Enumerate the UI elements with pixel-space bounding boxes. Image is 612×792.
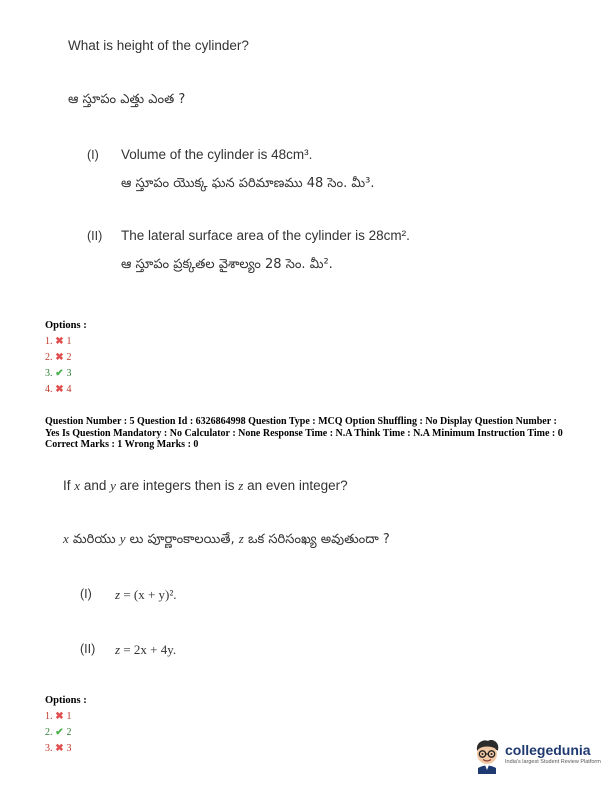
- q5-question-te: [63, 531, 390, 550]
- q4-statement-1-label: (I): [87, 148, 99, 162]
- q4-options-heading: Options :: [45, 320, 87, 331]
- option-number: 3.: [45, 743, 53, 754]
- q5-metadata: [45, 416, 565, 451]
- var-z: z: [238, 478, 244, 493]
- wrong-icon: ✖: [55, 743, 64, 754]
- q5-statement-1-label: (I): [80, 587, 92, 601]
- wrong-icon: ✖: [55, 336, 64, 347]
- q5-marks: Correct Marks : 1 Wrong Marks : 0: [45, 439, 199, 450]
- wrong-icon: ✖: [55, 352, 64, 363]
- q5-question-en: [63, 478, 348, 494]
- option-value: 3: [66, 368, 72, 379]
- q4-question-en: What is height of the cylinder?: [68, 38, 249, 53]
- q4-question-te: ఆ స్తూపం ఎత్తు ఎంత ?: [68, 92, 186, 107]
- q5-options-heading: Options :: [45, 695, 87, 706]
- q5-text-if: If: [63, 478, 71, 493]
- checkmark-icon: ✔: [55, 727, 64, 738]
- wrong-icon: ✖: [55, 384, 64, 395]
- option-number: 1.: [45, 711, 53, 722]
- q4-option-3[interactable]: [45, 368, 72, 379]
- option-number: 2.: [45, 352, 53, 363]
- checkmark-icon: ✔: [55, 368, 64, 379]
- q5-text-suffix: an even integer?: [247, 478, 348, 493]
- q4-statement-2-te: ఆ స్తూపం ప్రక్కతల వైశాల్యం 28 సెం. మీ².: [121, 257, 333, 272]
- formula-rhs: = (x + y)².: [123, 587, 177, 602]
- option-value: 3: [66, 743, 72, 754]
- wrong-icon: ✖: [55, 711, 64, 722]
- option-number: 2.: [45, 727, 53, 738]
- q4-statement-2-en: The lateral surface area of the cylinder is 28cm².: [121, 228, 410, 243]
- option-value: 4: [66, 384, 72, 395]
- q5-option-1[interactable]: [45, 711, 72, 722]
- var-x: x: [74, 478, 81, 493]
- formula-lhs: z: [115, 642, 121, 657]
- q5-text-mid: are integers then is: [119, 478, 235, 493]
- q5-te-part3: ఒక సరిసంఖ్య అవుతుందా ?: [247, 532, 390, 547]
- logo-brand-text: collegedunia: [505, 742, 591, 758]
- q5-text-and: and: [83, 478, 107, 493]
- formula-rhs: = 2x + 4y.: [123, 642, 177, 657]
- var-x: x: [63, 531, 69, 546]
- q4-statement-2-label: (II): [87, 229, 103, 243]
- q4-option-2[interactable]: [45, 352, 72, 363]
- option-number: 1.: [45, 336, 53, 347]
- q4-statement-1-en: Volume of the cylinder is 48cm³.: [121, 147, 313, 162]
- q5-te-part2: లు పూర్ణాంకాలయితే,: [129, 532, 235, 547]
- option-value: 1: [66, 336, 72, 347]
- q4-option-4[interactable]: [45, 384, 72, 395]
- q5-statement-2-formula: [115, 642, 176, 658]
- option-number: 3.: [45, 368, 53, 379]
- q5-statement-1-formula: [115, 587, 177, 603]
- option-value: 2: [66, 727, 72, 738]
- var-z: z: [238, 531, 244, 546]
- q5-te-part1: మరియు: [72, 532, 116, 547]
- q5-statement-2-label: (II): [80, 642, 96, 656]
- q5-meta-details: Question Number : 5 Question Id : 6326864998 Question Type : MCQ Option Shuffling : No Display Question Number : Yes Is Question Mandatory : No Calculator : None Response Time : N.A Think Time : N.A Minimum Instruction Time : 0: [45, 416, 563, 439]
- formula-lhs: z: [115, 587, 121, 602]
- q5-option-2[interactable]: [45, 727, 72, 738]
- option-value: 2: [66, 352, 72, 363]
- option-value: 1: [66, 711, 72, 722]
- q4-statement-1-te: ఆ స్తూపం యొక్క ఘన పరిమాణము 48 సెం. మీ³.: [121, 176, 375, 191]
- collegedunia-logo: [472, 738, 601, 774]
- logo-tagline: India's largest Student Review Platform: [505, 759, 601, 765]
- var-y: y: [119, 531, 126, 546]
- student-mascot-icon: [472, 738, 502, 774]
- q4-option-1[interactable]: [45, 336, 72, 347]
- option-number: 4.: [45, 384, 53, 395]
- var-y: y: [110, 478, 116, 493]
- q5-option-3[interactable]: [45, 743, 72, 754]
